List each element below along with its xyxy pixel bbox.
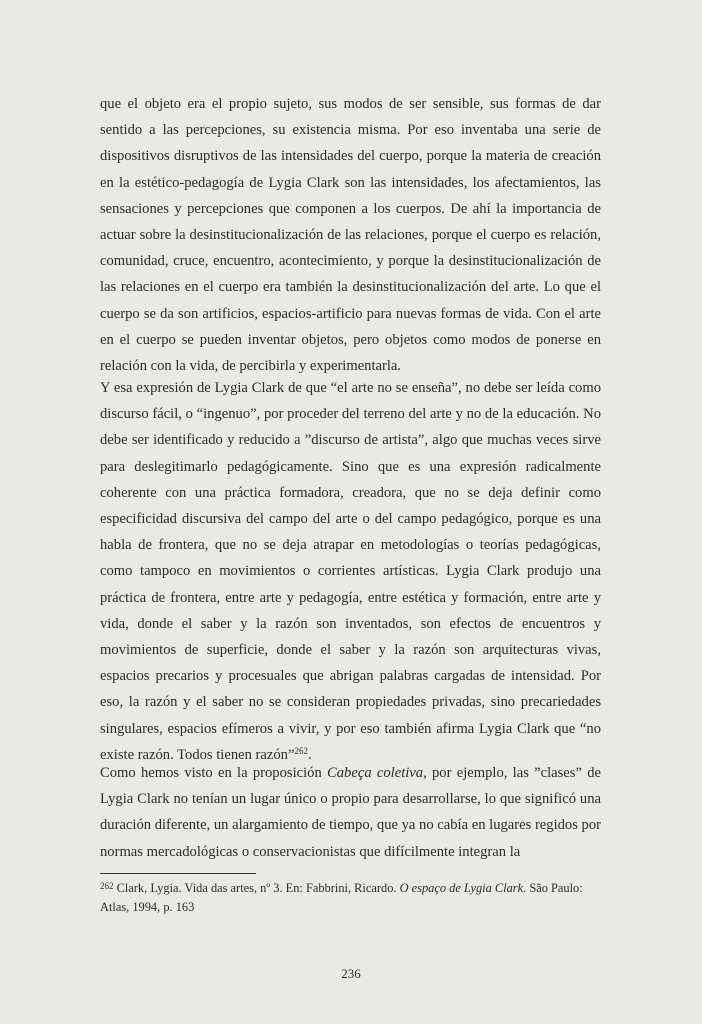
footnote-text-start: Clark, Lygia. Vida das artes, nº 3. En: Fabbrini, Ricardo.: [113, 881, 400, 895]
footnote-number: 262: [100, 881, 114, 891]
footnote-book-title: O espaço de Lygia Clark: [399, 881, 524, 895]
footnote-divider: [100, 873, 256, 874]
footnote-text-end: . São Paulo: Atlas, 1994, p. 163: [100, 881, 583, 914]
paragraph-3-text-start: Como hemos visto en la proposición: [100, 765, 328, 781]
footnote-reference[interactable]: 262: [294, 745, 308, 756]
footnote: [100, 879, 601, 917]
paragraph-2: Y esa expresión de Lygia Clark de que “el arte no se enseña”, no debe ser leída como discurso fácil, o “ingenuo”, por proceder del terreno del arte y no de la educación. No debe ser identificado y reducido a ”discurso de artista”, algo que muchas veces sirve para deslegitimarlo pedagógicamente. Sino que es una expresión radicalmente coherente con una práctica formadora, creadora, que no se deja definir como especificidad discursiva del campo del arte o del campo pedagógico, porque es una habla de frontera, que no se deja atrapar en metodologías o teorías pedagógicas, como tampoco en movimientos o corrientes artísticas. Lygia Clark produjo una práctica de frontera, entre arte y pedagogía, entre estética y formación, entre arte y vida, donde el saber y la razón son inventados, son efectos de encuentros y movimientos de superficie, donde el saber y la razón son arquitecturas vivas, espacios precarios y procesuales que abrigan palabras cargadas de intensidad. Por eso, la razón y el saber no se consideran propiedades privadas, sino precariedades singulares, espacios efímeros a vivir, y por eso también afirma Lygia Clark que “no existe razón. Todos tienen razón”$^{262}$.: [100, 380, 601, 763]
paragraph-1-text: que el objeto era el propio sujeto, sus modos de ser sensible, sus formas de dar sentido a las percepciones, su existencia misma. Por eso inventaba una serie de dispositivos disruptivos de las intensidades del cuerpo, porque la materia de creación en la estético-pedagogía de Lygia Clark son las intensidades, los afectamientos, las sensaciones y percepciones que componen a los cuerpos. De ahí la importancia de actuar sobre la desinstitucionalización de las relaciones, porque el cuerpo es relación, comunidad, cruce, encuentro, acontecimiento, y porque la desinstitucionalización de las relaciones en el cuerpo era también la desinstitucionalización del arte. Lo que el cuerpo se da son artificios, espacios-artificio para nuevas formas de vida. Con el arte en el cuerpo se pueden inventar objetos, pero objetos como modos de ponerse en relación con la vida, de percibirla y experimentarla.: [100, 96, 601, 375]
paragraph-3-text-end: , por ejemplo, las ”clases” de Lygia Clark no tenían un lugar único o propio para desarrollarse, lo que significó una duración diferente, un alargamiento de tiempo, que ya no cabía en lugares regidos por normas mercadológicas o conservacionistas que difícilmente integran la: [100, 765, 602, 860]
proposal-title: Cabeça coletiva: [327, 765, 424, 781]
paragraph-3: [100, 760, 601, 865]
paragraph-1: [100, 91, 601, 379]
paragraph-2-text: Y esa expresión de Lygia Clark de que “el arte no se enseña”, no debe ser leída como discurso fácil, o “ingenuo”, por proceder del terreno del arte y no de la educación. No debe ser identificado y reducido a ”discurso de artista”, algo que muchas veces sirve para deslegitimarlo pedagógicamente. Sino que es una expresión radicalmente coherente con una práctica formadora, creadora, que no se deja definir como especificidad discursiva del campo del arte o del campo pedagógico, porque es una habla de frontera, que no se deja atrapar en metodologías o teorías pedagógicas, como tampoco en movimientos o corrientes artísticas. Lygia Clark produjo una práctica de frontera, entre arte y pedagogía, entre estética y formación, entre arte y vida, donde el saber y la razón son inventados, son efectos de encuentros y movimientos de superficie, donde el saber y la razón son arquitecturas vivas, espacios precarios y procesuales que abrigan palabras cargadas de intensidad. Por eso, la razón y el saber no se consideran propiedades privadas, sino precariedades singulares, espacios efímeros a vivir, y por eso también afirma Lygia Clark que “no existe razón. Todos tienen razón”: [100, 380, 601, 763]
page-number: 236: [341, 966, 361, 981]
